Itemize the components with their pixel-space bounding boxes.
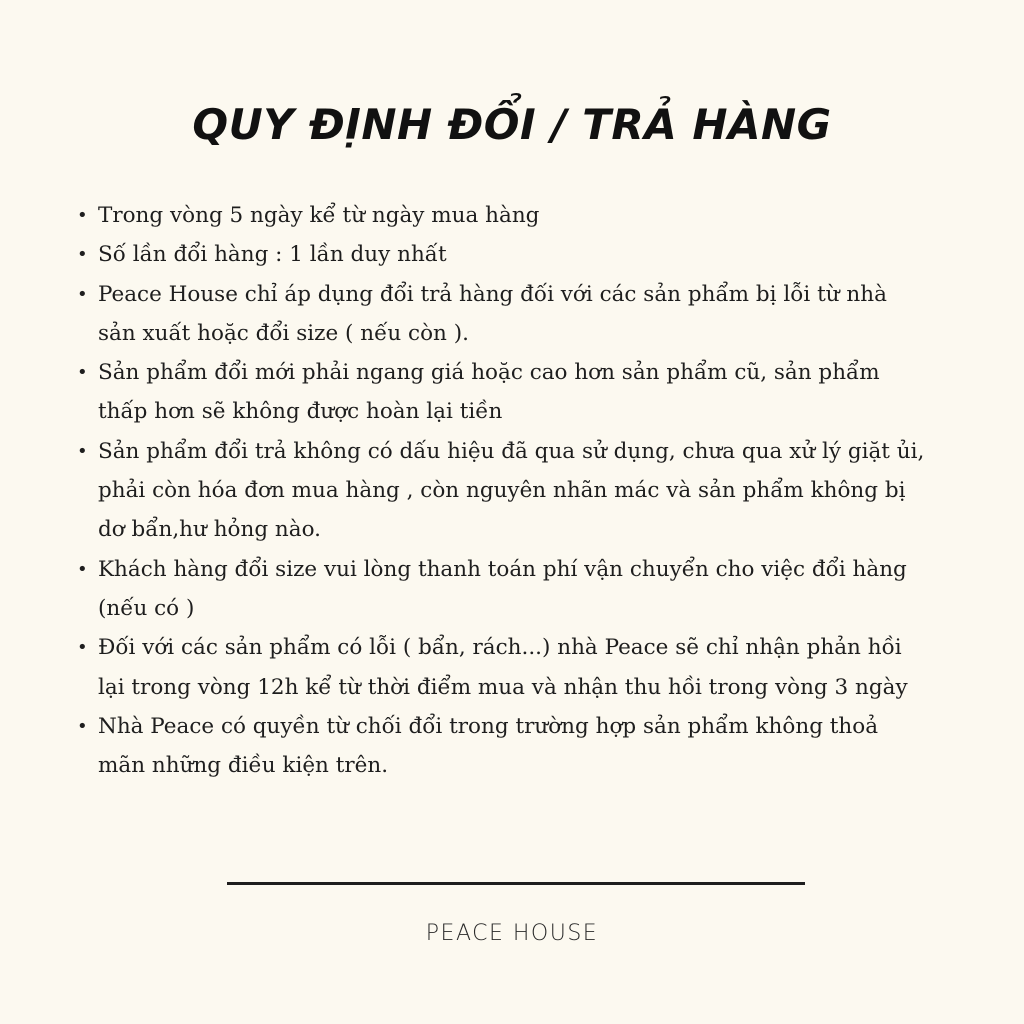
bullet-icon: • (77, 362, 88, 384)
list-item (77, 432, 927, 550)
rule-text: Trong vòng 5 ngày kể từ ngày mua hàng (98, 203, 540, 228)
policy-list (77, 196, 927, 785)
bullet-icon: • (77, 244, 88, 266)
list-item (77, 275, 927, 354)
bullet-icon: • (77, 637, 88, 659)
rule-text: Sản phẩm đổi mới phải ngang giá hoặc cao hơn sản phẩm cũ, sản phẩm thấp hơn sẽ không được hoàn lại tiền (98, 360, 880, 425)
bullet-icon: • (77, 558, 88, 580)
bullet-icon: • (77, 440, 88, 462)
page-title: QUY ĐỊNH ĐỔI / TRẢ HÀNG (192, 100, 832, 149)
brand-name: PEACE HOUSE (425, 921, 599, 946)
rule-text: Số lần đổi hàng : 1 lần duy nhất (98, 242, 447, 268)
list-item (77, 235, 927, 274)
rule-text: Sản phẩm đổi trả không có dấu hiệu đã qua sử dụng, chưa qua xử lý giặt ủi, phải còn hóa đơn mua hàng , còn nguyên nhãn mác và sản phẩm không bị dơ bẩn,hư hỏng nào. (98, 438, 925, 543)
list-item (77, 196, 927, 235)
rule-text: Đối với các sản phẩm có lỗi ( bẩn, rách...) nhà Peace sẽ chỉ nhận phản hồi lại trong vòng 12h kể từ thời điểm mua và nhận thu hồi trong vòng 3 ngày (98, 635, 908, 700)
list-item (77, 628, 927, 707)
list-item (77, 353, 927, 432)
bullet-icon: • (77, 715, 88, 737)
bullet-icon: • (77, 205, 88, 226)
list-item (77, 707, 927, 786)
rule-text: Peace House chỉ áp dụng đổi trả hàng đối với các sản phẩm bị lỗi từ nhà sản xuất hoặc đổi size ( nếu còn ). (98, 281, 887, 346)
list-item (77, 550, 927, 629)
bullet-icon: • (77, 283, 88, 305)
rule-text: Khách hàng đổi size vui lòng thanh toán phí vận chuyển cho việc đổi hàng (nếu có ) (98, 556, 907, 621)
divider-line (227, 882, 805, 885)
rule-text: Nhà Peace có quyền từ chối đổi trong trường hợp sản phẩm không thoả mãn những điều kiện trên. (98, 713, 879, 779)
